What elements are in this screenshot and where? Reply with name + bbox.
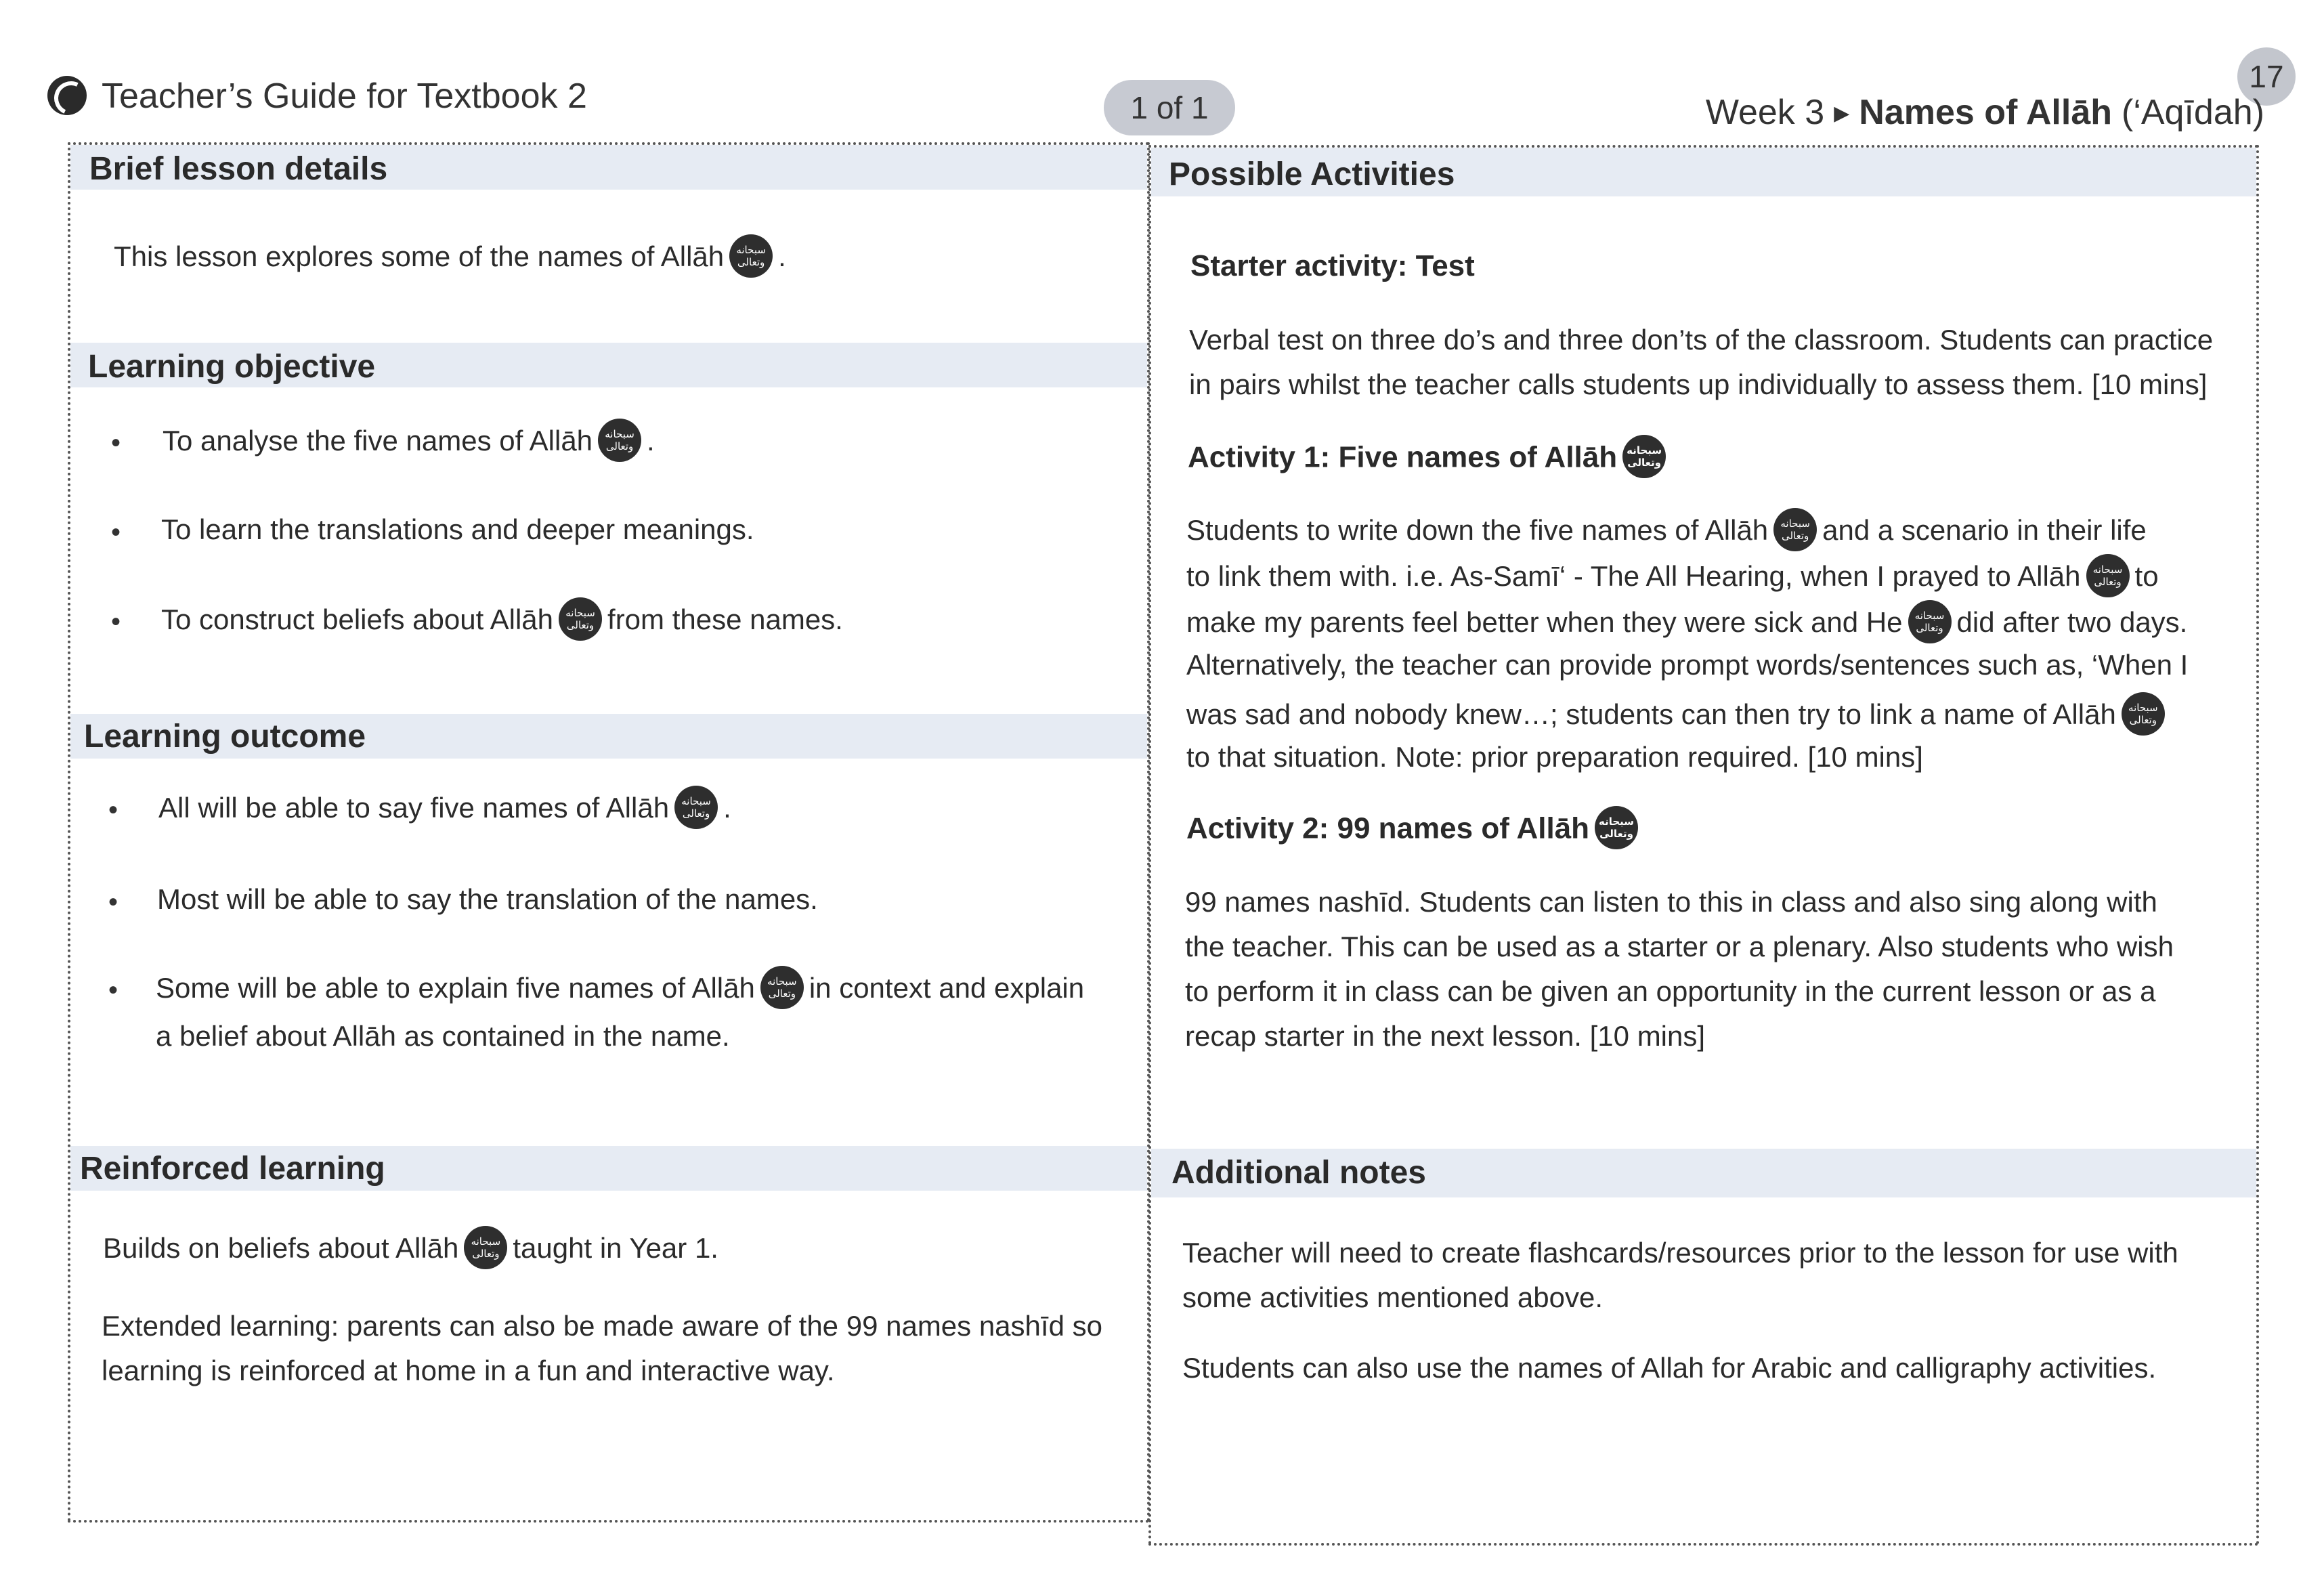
sw-honorific-icon: سبحانه وتعالى: [760, 966, 804, 1009]
outcome-item-3-line2: a belief about Allāh as contained in the name.: [156, 1020, 730, 1052]
sw-honorific-icon: سبحانه وتعالى: [1908, 600, 1952, 643]
objective-item-3: To construct beliefs about Allāh سبحانه وتعالى from these names.: [161, 600, 843, 643]
brief-heading: Brief lesson details: [89, 151, 388, 187]
bullet-icon: •: [108, 795, 119, 825]
page-indicator[interactable]: [1104, 80, 1235, 135]
outcome-item-3: Some will be able to explain five names of Allāh سبحانه وتعالى in context and explain: [156, 969, 1084, 1012]
page-indicator-text: 1 of 1: [1130, 90, 1209, 125]
outcome-heading: Learning outcome: [84, 719, 366, 755]
sw-honorific-icon: سبحانه وتعالى: [559, 597, 602, 641]
sw-honorific-icon: سبحانه وتعالى: [598, 419, 641, 462]
activity1-line2: to link them with. i.e. As-Samī‘ - The All Hearing, when I prayed to Allāh سبحانه وتعالى to: [1186, 557, 2159, 600]
activities-panel: [1148, 145, 2259, 1546]
sw-honorific-icon: سبحانه وتعالى: [1622, 435, 1666, 478]
breadcrumb: [1706, 92, 2264, 133]
bullet-icon: •: [108, 887, 119, 917]
sw-honorific-icon: سبحانه وتعالى: [729, 234, 773, 278]
activities-heading: Possible Activities: [1169, 156, 1455, 192]
notes-line1: Teacher will need to create flashcards/resources prior to the lesson for use with: [1182, 1237, 2178, 1269]
activity1-line5: was sad and nobody knew…; students can then try to link a name of Allāh سبحانه وتعالى: [1186, 695, 2170, 738]
guide-title: Teacher’s Guide for Textbook 2: [102, 77, 587, 116]
lesson-title: Names of Allāh: [1859, 93, 2112, 132]
publisher-logo-icon: [47, 76, 87, 115]
notes-line2: some activities mentioned above.: [1182, 1281, 1603, 1313]
activity2-line3: to perform it in class can be given an opportunity in the current lesson or as a: [1185, 975, 2156, 1007]
activity2-title: Activity 2: 99 names of Allāh سبحانه وتعالى: [1186, 809, 1643, 852]
bullet-icon: •: [108, 975, 119, 1005]
activity2-line2: the teacher. This can be used as a starter or a plenary. Also students who wish: [1185, 931, 2174, 962]
lesson-category: (‘Aqīdah): [2122, 93, 2264, 132]
extended-learning-line1: Extended learning: parents can also be made aware of the 99 names nashīd so: [102, 1310, 1102, 1342]
reinforced-heading: Reinforced learning: [80, 1151, 385, 1187]
breadcrumb-week: Week 3: [1705, 93, 1825, 132]
brief-text: This lesson explores some of the names of Allāh سبحانه وتعالى .: [114, 237, 786, 280]
sw-honorific-icon: سبحانه وتعالى: [1773, 508, 1817, 551]
activity2-line1: 99 names nashīd. Students can listen to this in class and also sing along with: [1185, 886, 2157, 918]
sw-honorific-icon: سبحانه وتعالى: [464, 1226, 507, 1269]
objective-heading: Learning objective: [88, 349, 376, 385]
sw-honorific-icon: سبحانه وتعالى: [2122, 692, 2165, 736]
starter-line2: in pairs whilst the teacher calls students up individually to assess them. [10 mins]: [1189, 368, 2208, 400]
objective-item-1: To analyse the five names of Allāh سبحانه وتعالى .: [163, 421, 655, 465]
objective-item-2: To learn the translations and deeper meanings.: [161, 513, 754, 545]
activity1-line1: Students to write down the five names of Allāh سبحانه وتعالى and a scenario in their life: [1186, 511, 2147, 554]
starter-title: Starter activity: Test: [1190, 249, 1475, 282]
bullet-icon: •: [111, 428, 121, 458]
starter-line1: Verbal test on three do’s and three don’ts of the classroom. Students can practice: [1189, 324, 2214, 356]
activity2-line4: recap starter in the next lesson. [10 mins]: [1185, 1020, 1706, 1052]
activity1-line6: to that situation. Note: prior preparation required. [10 mins]: [1186, 741, 1923, 773]
notes-heading: Additional notes: [1171, 1155, 1426, 1191]
outcome-item-1: All will be able to say five names of Allāh سبحانه وتعالى .: [158, 788, 731, 832]
outcome-item-2: Most will be able to say the translation of the names.: [157, 883, 818, 915]
lesson-details-panel: [68, 142, 1150, 1523]
chevron-right-icon: ▶: [1834, 102, 1850, 125]
bullet-icon: •: [111, 517, 121, 547]
extended-learning-line2: learning is reinforced at home in a fun and interactive way.: [102, 1355, 835, 1386]
activity1-line3: make my parents feel better when they were sick and He سبحانه وتعالى did after two days.: [1186, 603, 2187, 646]
page-number: 17: [2237, 47, 2296, 106]
bullet-icon: •: [111, 607, 121, 637]
sw-honorific-icon: سبحانه وتعالى: [674, 786, 718, 829]
activity1-title: Activity 1: Five names of Allāh سبحانه وتعالى: [1188, 438, 1671, 481]
activity1-line4: Alternatively, the teacher can provide prompt words/sentences such as, ‘When I: [1186, 649, 2189, 681]
sw-honorific-icon: سبحانه وتعالى: [1595, 806, 1638, 849]
reinforced-text: Builds on beliefs about Allāh سبحانه وتعالى taught in Year 1.: [103, 1229, 718, 1272]
sw-honorific-icon: سبحانه وتعالى: [2086, 554, 2130, 597]
notes-line3: Students can also use the names of Allah for Arabic and calligraphy activities.: [1182, 1352, 2157, 1384]
